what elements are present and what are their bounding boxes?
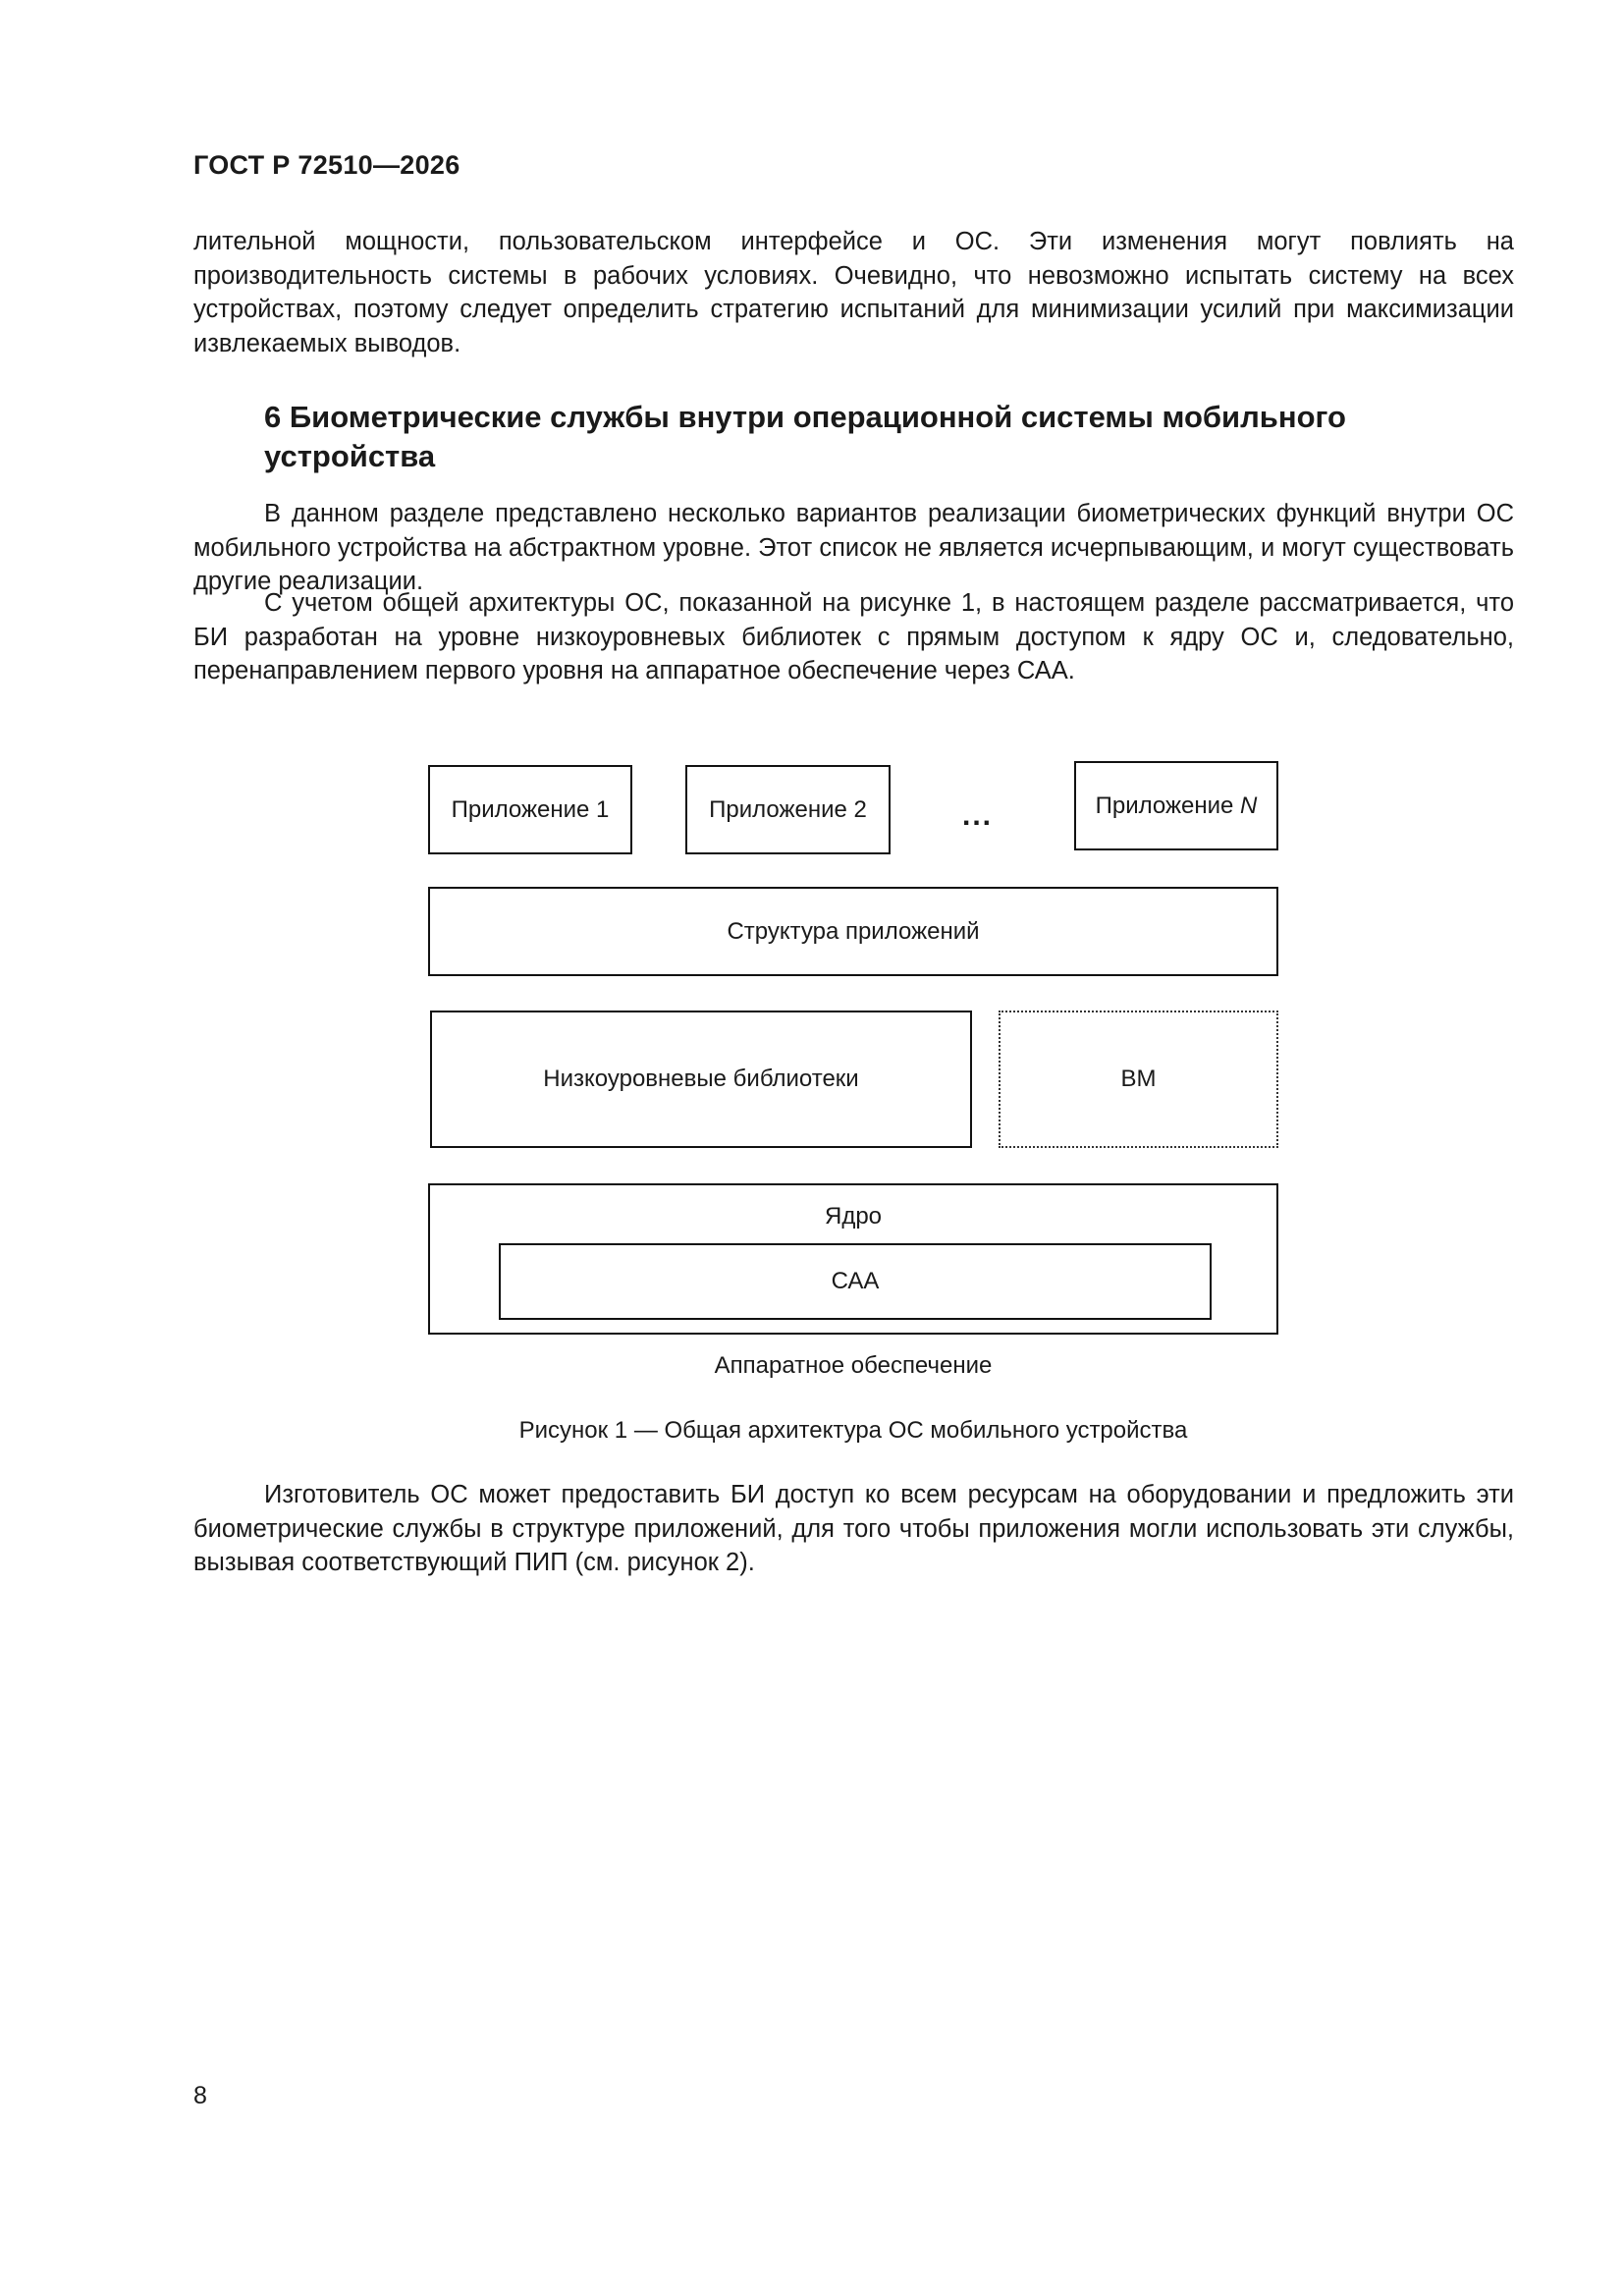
more-applications-ellipsis: ... (962, 799, 994, 832)
application-framework-label: Структура приложений (727, 917, 980, 945)
page-number: 8 (193, 2082, 207, 2109)
continuation-paragraph: лительной мощности, пользовательском интерфейсе и ОС. Эти изменения могут повлиять на производительность системы в рабочих условиях. Очевидно, что невозможно испытать систему на всех устройствах, поэтому следует определить стратегию испытаний для минимизации усилий при максимизации извлекаемых выводов. (193, 228, 1514, 357)
application-n-box (1074, 761, 1278, 850)
after-figure-paragraph: Изготовитель ОС может предоставить БИ доступ ко всем ресурсам на оборудовании и предложить эти биометрические службы в структуре приложений, для того чтобы приложения могли использовать эти службы, вызывая соответствующий ПИП (см. рисунок 2). (193, 1481, 1514, 1576)
hal-label: САА (831, 1268, 880, 1294)
intro-paragraph: В данном разделе представлено несколько вариантов реализации биометрических функций внутри ОС мобильного устройства на абстрактном уровне. Этот список не является исчерпывающим, и могут существовать другие реализации. (193, 500, 1514, 595)
architecture-paragraph: С учетом общей архитектуры ОС, показанной на рисунке 1, в настоящем разделе рассматривается, что БИ разработан на уровне низкоуровневых библиотек с прямым доступом к ядру ОС и, следовательно, перенаправлением первого уровня на аппаратное обеспечение через САА. (193, 589, 1514, 684)
virtual-machine-box (999, 1011, 1278, 1148)
application-framework-box (428, 887, 1278, 976)
hal-box (499, 1243, 1212, 1320)
running-header: ГОСТ Р 72510—2026 (193, 150, 460, 180)
hardware-label: Аппаратное обеспечение (714, 1352, 993, 1379)
figure-caption: Рисунок 1 — Общая архитектура ОС мобильного устройства (518, 1417, 1188, 1444)
low-level-libraries-label: Низкоуровневые библиотеки (543, 1066, 859, 1092)
low-level-libraries-box (430, 1011, 972, 1148)
virtual-machine-label: ВМ (1120, 1066, 1157, 1092)
application-n-label: Приложение N (1095, 792, 1258, 819)
application-1-label: Приложение 1 (451, 795, 610, 823)
section-heading: 6 Биометрические службы внутри операционной системы мобильного устройства (264, 400, 1346, 473)
application-2-box (685, 765, 891, 854)
kernel-label: Ядро (824, 1203, 883, 1230)
application-2-label: Приложение 2 (709, 795, 867, 823)
application-1-box (428, 765, 632, 854)
